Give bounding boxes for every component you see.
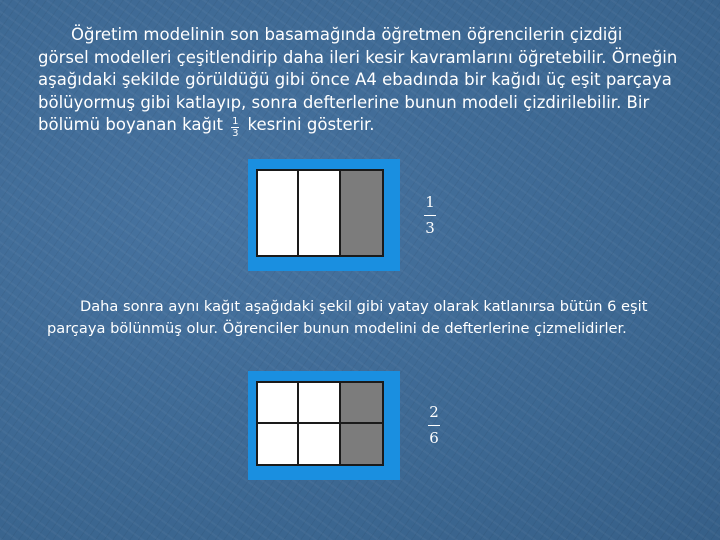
shaded-part [341,424,382,465]
fraction-one-third [424,194,436,237]
fraction-two-sixths [428,404,440,447]
paper-grid-sixths [256,381,384,466]
unshaded-part [299,383,340,424]
unshaded-part [258,171,299,255]
intro-text: Öğretim modelinin son basamağında öğretmen öğrencilerin çizdiği görsel modelleri çeşitlendirip daha ileri kesir kavramlarını öğretebilir. Örneğin aşağıdaki şekilde görüldüğü gibi önce A4 ebadında bir kağıdı üç eşit parçaya bölüyormuş gibi katlayıp, sonra defterlerine bunun modeli çizdirilebilir. Bir bölümü boyanan kağıt [38,25,678,135]
intro-text-end: kesrini gösterir. [247,115,375,135]
shaded-part [341,171,382,255]
paper-model-thirds [248,159,400,271]
inline-fraction-numerator: 1 [232,116,239,128]
inline-fraction [231,116,239,139]
unshaded-part [258,383,299,424]
shaded-part [341,383,382,424]
unshaded-part [258,424,299,465]
fraction-denominator: 3 [425,219,435,237]
unshaded-part [299,424,340,465]
inline-fraction-denominator: 3 [232,128,239,140]
intro-paragraph [38,24,678,140]
fraction-bar [428,425,440,426]
second-paragraph [47,296,687,339]
paper-grid-thirds [256,169,384,257]
paper-model-sixths [248,371,400,480]
fraction-bar [424,215,436,216]
fraction-denominator: 6 [429,429,439,447]
fraction-numerator: 1 [425,193,435,211]
second-paragraph-text: Daha sonra aynı kağıt aşağıdaki şekil gibi yatay olarak katlanırsa bütün 6 eşit parçaya bölünmüş olur. Öğrenciler bunun modelini de defterlerine çizmelidirler. [47,298,648,337]
unshaded-part [299,171,340,255]
fraction-numerator: 2 [429,403,439,421]
